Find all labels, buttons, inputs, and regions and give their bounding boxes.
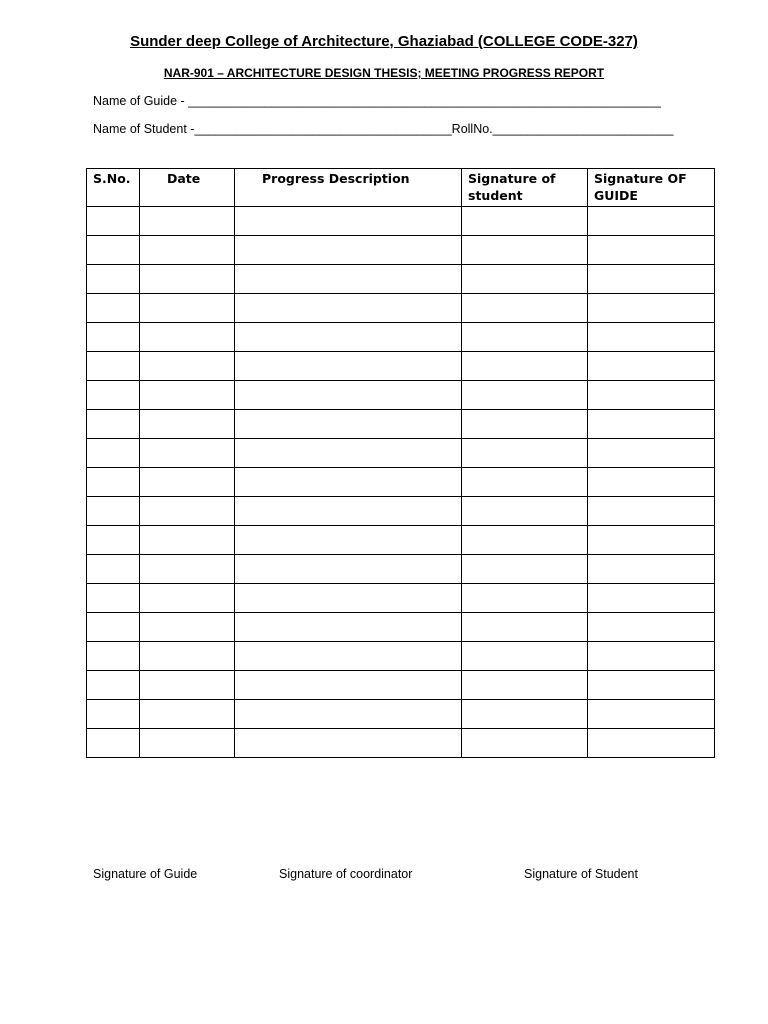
table-cell [588,294,715,323]
table-cell [235,526,462,555]
table-cell [235,700,462,729]
table-cell [87,671,140,700]
table-row [87,526,715,555]
table-cell [87,323,140,352]
table-cell [140,323,235,352]
table-cell [87,236,140,265]
table-cell [462,381,588,410]
table-row [87,584,715,613]
table-cell [87,555,140,584]
table-cell [462,468,588,497]
table-cell [462,236,588,265]
table-cell [235,584,462,613]
table-cell [588,323,715,352]
table-row [87,323,715,352]
table-cell [87,352,140,381]
table-cell [87,497,140,526]
table-cell [588,526,715,555]
table-row [87,265,715,294]
table-cell [588,613,715,642]
signature-of-student-label: Signature of Student [524,867,638,881]
table-cell [87,410,140,439]
header-date: Date [140,169,235,207]
student-name-rollno-field: Name of Student -_____________________________________RollNo.__________________________ [93,122,674,136]
table-row [87,468,715,497]
table-cell [235,729,462,758]
table-cell [140,526,235,555]
table-cell [140,671,235,700]
table-cell [140,236,235,265]
table-cell [235,236,462,265]
table-cell [588,468,715,497]
table-cell [588,729,715,758]
table-row [87,613,715,642]
table-row [87,207,715,236]
table-cell [462,207,588,236]
table-cell [140,294,235,323]
table-row [87,671,715,700]
table-cell [140,729,235,758]
table-cell [140,555,235,584]
table-cell [140,410,235,439]
table-cell [462,526,588,555]
table-cell [462,642,588,671]
table-cell [588,236,715,265]
table-cell [235,381,462,410]
table-cell [462,555,588,584]
table-cell [235,323,462,352]
table-cell [140,352,235,381]
table-row [87,236,715,265]
table-cell [140,265,235,294]
table-cell [462,700,588,729]
table-cell [462,410,588,439]
table-cell [87,468,140,497]
table-row [87,410,715,439]
table-row [87,700,715,729]
table-cell [235,265,462,294]
table-cell [462,323,588,352]
table-cell [87,584,140,613]
table-cell [588,671,715,700]
table-cell [140,584,235,613]
signature-of-coordinator-label: Signature of coordinator [279,867,413,881]
table-cell [462,265,588,294]
table-cell [87,439,140,468]
table-cell [462,671,588,700]
table-cell [140,468,235,497]
table-cell [87,207,140,236]
table-cell [140,700,235,729]
table-cell [588,352,715,381]
table-cell [140,642,235,671]
table-cell [462,294,588,323]
table-cell [140,207,235,236]
table-row [87,555,715,584]
table-cell [462,439,588,468]
table-row [87,439,715,468]
table-cell [235,294,462,323]
table-cell [462,613,588,642]
table-row [87,497,715,526]
table-cell [235,468,462,497]
table-cell [588,207,715,236]
table-cell [588,497,715,526]
header-signature-of-guide: Signature OF GUIDE [588,169,715,207]
table-cell [588,410,715,439]
table-cell [87,613,140,642]
table-cell [588,439,715,468]
table-row [87,729,715,758]
table-cell [588,381,715,410]
table-cell [462,497,588,526]
table-cell [588,642,715,671]
table-cell [235,207,462,236]
table-cell [140,439,235,468]
table-cell [235,352,462,381]
table-cell [235,410,462,439]
table-cell [87,526,140,555]
table-cell [140,381,235,410]
guide-name-field: Name of Guide - ____________________________________________________________________ [93,94,661,108]
table-cell [235,439,462,468]
table-cell [87,729,140,758]
table-cell [87,642,140,671]
table-cell [87,700,140,729]
table-cell [462,352,588,381]
table-cell [140,613,235,642]
table-cell [588,584,715,613]
table-cell [462,729,588,758]
table-cell [87,381,140,410]
table-cell [87,265,140,294]
table-cell [235,555,462,584]
table-cell [235,671,462,700]
table-cell [588,700,715,729]
table-header-row [87,169,715,207]
table-body [87,207,715,758]
table-cell [235,613,462,642]
document-subtitle: NAR-901 – ARCHITECTURE DESIGN THESIS; MEETING PROGRESS REPORT [163,66,605,80]
progress-table [86,168,715,758]
table-row [87,381,715,410]
header-sno: S.No. [87,169,140,207]
header-progress-description: Progress Description [235,169,462,207]
header-signature-of-student: Signature of student [462,169,588,207]
table-cell [588,265,715,294]
table-cell [87,294,140,323]
document-title: Sunder deep College of Architecture, Ghaziabad (COLLEGE CODE-327) [130,33,638,50]
table-row [87,642,715,671]
table-cell [588,555,715,584]
table-cell [235,642,462,671]
table-cell [140,497,235,526]
table-cell [462,584,588,613]
table-row [87,294,715,323]
signature-of-guide-label: Signature of Guide [93,867,198,881]
table-row [87,352,715,381]
table-cell [235,497,462,526]
